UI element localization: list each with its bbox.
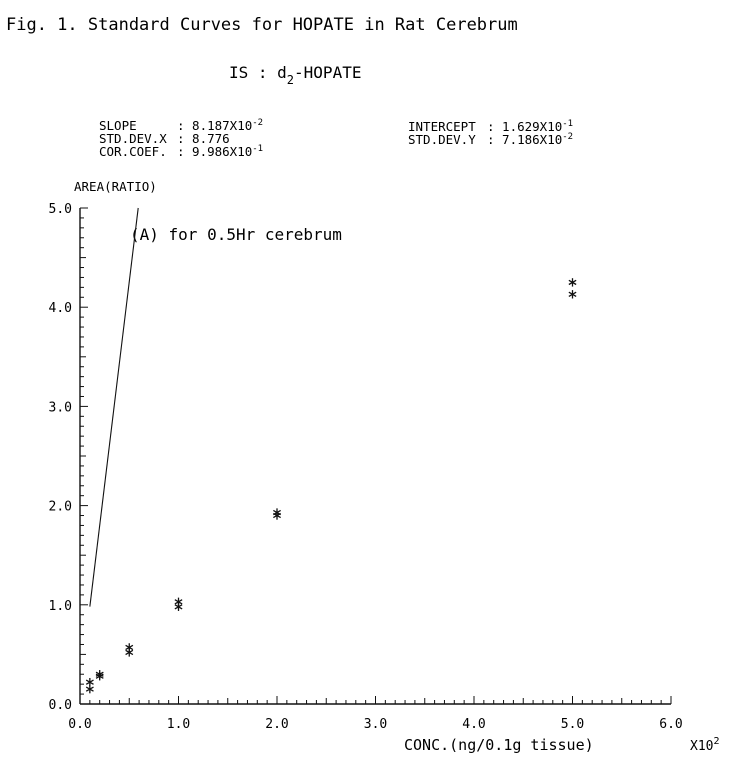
intercept-label: INTERCEPT — [408, 119, 476, 134]
y-tick-label: 4.0 — [48, 301, 72, 317]
x-tick-label: 0.0 — [68, 717, 92, 732]
cor-coef-label: COR.COEF. — [99, 144, 167, 159]
is-subscript: 2 — [286, 73, 295, 87]
x-tick-label: 2.0 — [265, 717, 289, 732]
stats-block — [99, 118, 573, 159]
data-point — [86, 678, 93, 686]
regression-line — [90, 208, 138, 607]
data-points — [86, 278, 576, 693]
y-tick-label: 5.0 — [48, 202, 72, 217]
y-tick-label: 2.0 — [48, 499, 72, 515]
is-prefix: IS : d — [229, 63, 287, 82]
y-tick-label: 0.0 — [48, 698, 72, 713]
data-point — [273, 508, 280, 516]
x-tick-label: 3.0 — [363, 717, 388, 732]
x-tick-label: 6.0 — [659, 717, 683, 732]
x-tick-label: 1.0 — [166, 717, 191, 732]
x-axis-multiplier: $X10^2$ — [690, 736, 720, 754]
y-tick-labels — [49, 202, 72, 713]
std-dev-y-label: STD.DEV.Y — [408, 132, 476, 147]
chart-annotation: (A) for 0.5Hr cerebrum — [130, 225, 342, 244]
x-tick-labels — [68, 717, 682, 732]
slope-value: : $8.187X10^{-2}$ — [177, 118, 264, 133]
std-dev-x-value: : 8.776 — [177, 131, 230, 146]
std-dev-x-label: STD.DEV.X — [99, 131, 167, 146]
x-axis-label: CONC.(ng/0.1g tissue) — [404, 736, 594, 754]
x-tick-label: 4.0 — [462, 717, 486, 732]
figure-caption: Fig. 1. Standard Curves for HOPATE in Rat Cerebrum — [6, 15, 518, 35]
is-suffix: -HOPATE — [294, 63, 362, 82]
std-dev-y-value: : $7.186X10^{-2}$ — [487, 132, 574, 147]
data-point — [569, 290, 576, 298]
x-axis-ticks — [80, 696, 671, 704]
y-axis-ticks — [80, 208, 88, 704]
y-axis-label: AREA(RATIO) — [74, 179, 157, 194]
internal-standard-label — [229, 63, 361, 87]
x-tick-label: 5.0 — [560, 717, 585, 732]
y-tick-label: 3.0 — [48, 400, 72, 416]
y-tick-label: 1.0 — [48, 598, 72, 614]
slope-label: SLOPE — [99, 118, 137, 133]
cor-coef-value: : $9.986X10^{-1}$ — [177, 144, 264, 159]
intercept-value: : $1.629X10^{-1}$ — [487, 119, 574, 134]
data-point — [569, 278, 576, 286]
